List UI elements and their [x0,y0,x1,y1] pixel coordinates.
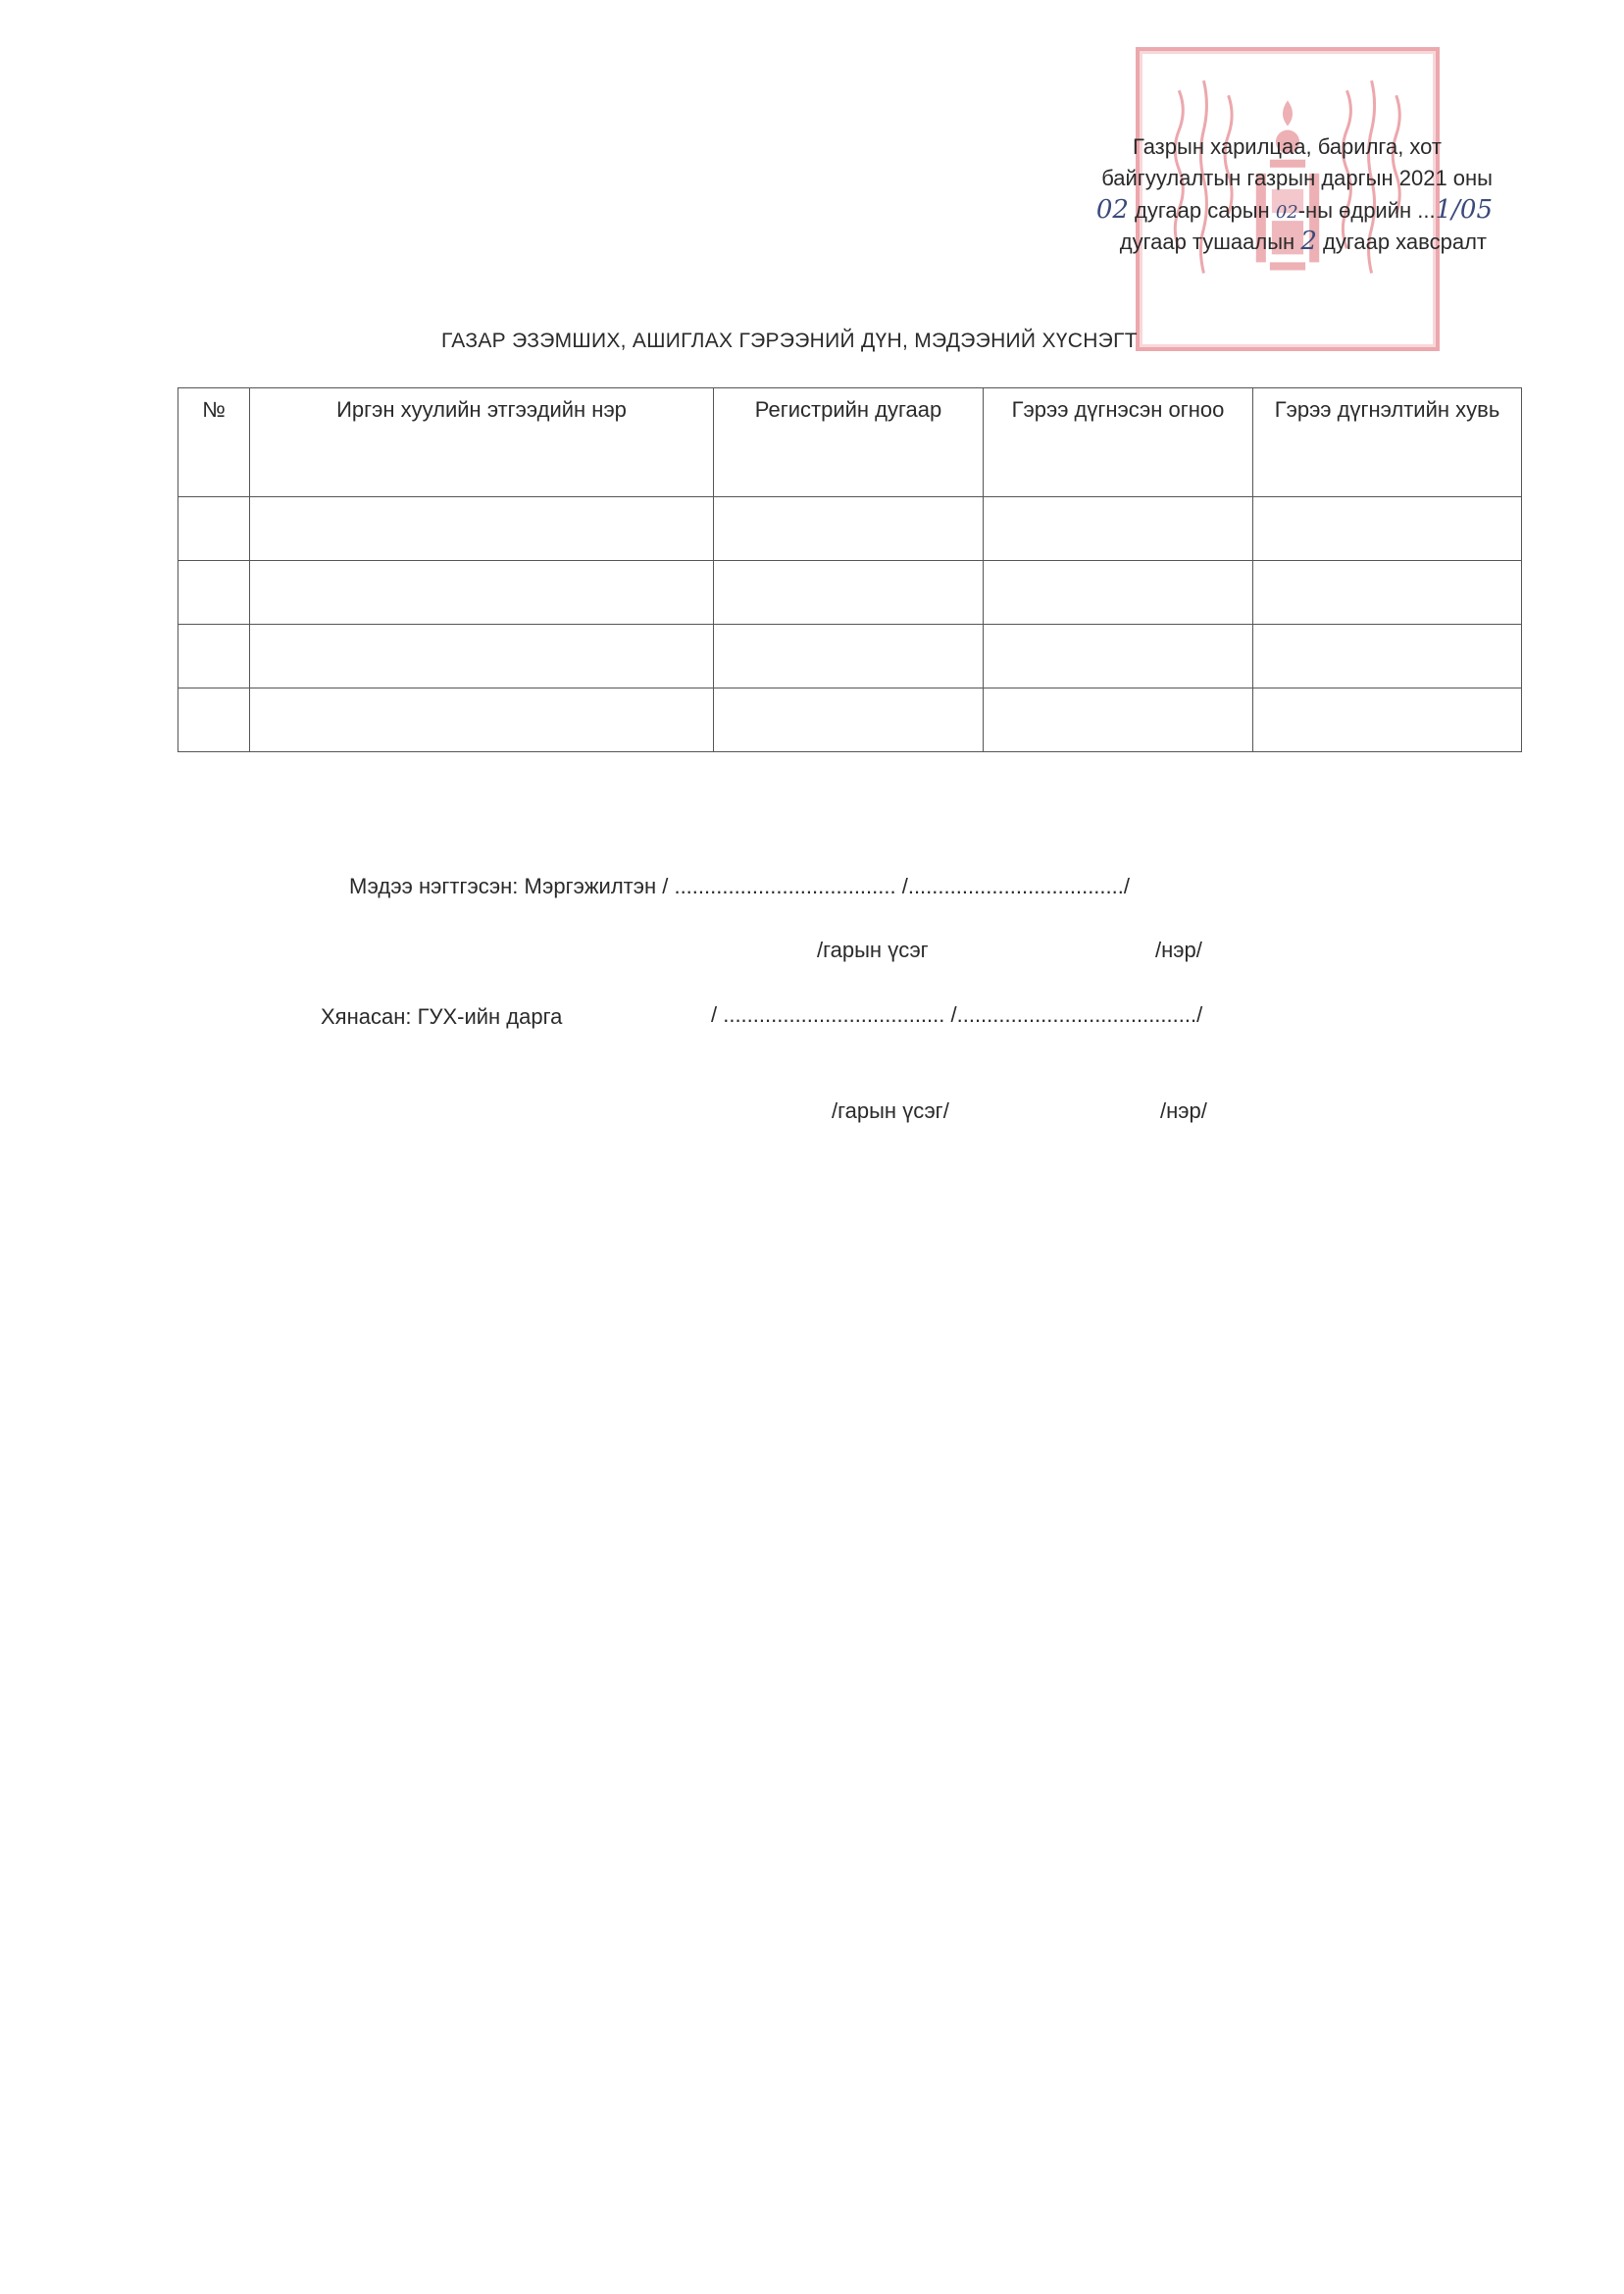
table-cell [984,497,1253,561]
handwritten-annex-number: 2 [1300,227,1317,256]
table-cell [984,625,1253,688]
table-cell [178,688,250,752]
column-header-number: № [178,388,250,497]
table-row [178,625,1522,688]
reviewed-signature-lines: / ..................................... /......................................../ [711,1002,1203,1027]
compiled-name-caption: /нэр/ [1155,938,1202,962]
table-cell [714,688,984,752]
table-row [178,688,1522,752]
table-cell [1253,561,1522,625]
compiled-by-line: Мэдээ нэгтгэсэн: Мэргэжилтэн / ..................................... /..................................../ [349,874,1130,898]
column-header-review-date: Гэрээ дүгнэсэн огноо [984,388,1253,497]
document-title: ГАЗАР ЭЗЭМШИХ, АШИГЛАХ ГЭРЭЭНИЙ ДҮН, МЭДЭЭНИЙ ХҮСНЭГТ [441,330,1138,352]
reviewed-name-caption: /нэр/ [1160,1098,1207,1123]
table-cell [1253,497,1522,561]
table-cell [984,561,1253,625]
table-cell [984,688,1253,752]
table-cell [250,561,714,625]
header-line-4-text-b: дугаар хавсралт [1322,229,1487,254]
table-cell [250,625,714,688]
compiled-sign-caption: /гарын үсэг [817,938,929,962]
table-cell [714,561,984,625]
table-cell [178,625,250,688]
column-header-register-number: Регистрийн дугаар [714,388,984,497]
column-header-entity-name: Иргэн хуулийн этгээдийн нэр [250,388,714,497]
header-line-4-text-a: дугаар тушаалын [1119,229,1295,254]
header-line-1: Газрын харилцаа, барилга, хот [1133,134,1442,159]
table-header-row [178,388,1522,497]
header-line-3-text-a: дугаар сарын [1135,198,1270,223]
table-cell [1253,625,1522,688]
table-cell [250,688,714,752]
table-row [178,561,1522,625]
header-line-2: байгуулалтын газрын даргын 2021 оны [1101,166,1493,190]
table-cell [178,561,250,625]
header-line-4 [1120,226,1487,258]
handwritten-month: 02 [1095,195,1129,225]
handwritten-day: 02 [1275,202,1298,223]
header-line-3 [1096,194,1493,229]
contract-summary-table [178,387,1522,752]
header-line-3-text-b: -ны өдрийн ... [1297,198,1436,223]
table-cell [714,497,984,561]
handwritten-order-number: 1/05 [1435,195,1493,225]
reviewed-by-label: Хянасан: ГУХ-ийн дарга [321,1004,563,1029]
column-header-review-percent: Гэрээ дүгнэлтийн хувь [1253,388,1522,497]
table-cell [1253,688,1522,752]
table-row [178,497,1522,561]
table-cell [178,497,250,561]
reviewed-sign-caption: /гарын үсэг/ [832,1098,949,1123]
table-cell [714,625,984,688]
table-cell [250,497,714,561]
